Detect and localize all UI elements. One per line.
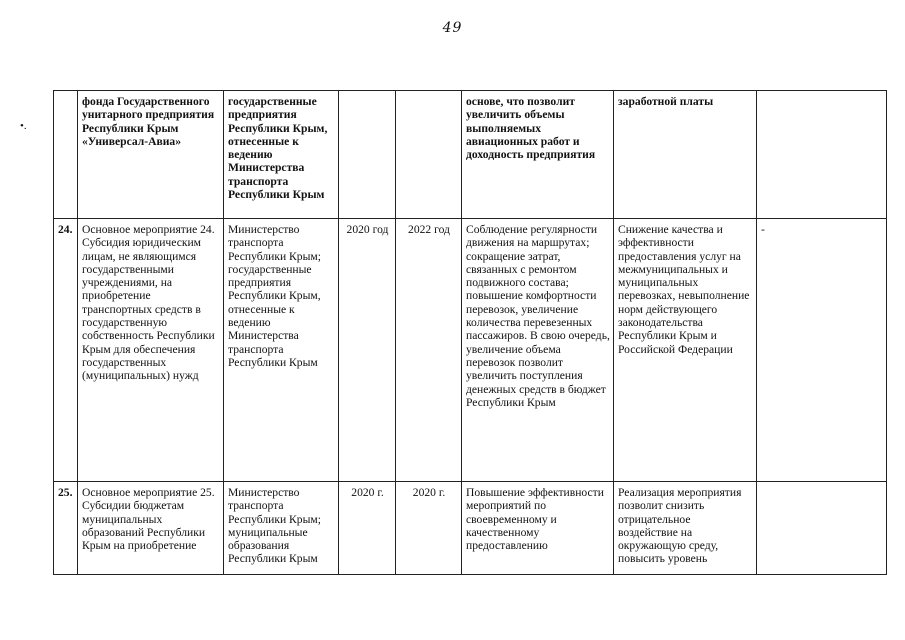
- indicator-link: -: [757, 219, 887, 482]
- measure-name: Основное мероприятие 24. Субсидия юридическим лицам, не являющимся государственными учреждениями, на приобретение транспортных средств в государственную собственность Республики Крым для обеспечения государственных (муниципальных) нужд: [78, 219, 224, 482]
- row-number: [54, 91, 78, 219]
- start-date: 2020 год: [339, 219, 396, 482]
- non-implementation-consequences: Реализация мероприятия позволит снизить отрицательное воздействие на окружающую среду, повысить уровень: [614, 482, 757, 575]
- measure-name: фонда Государственного унитарного предприятия Республики Крым «Универсал-Авиа»: [78, 91, 224, 219]
- table-row: [54, 482, 887, 575]
- table-row: [54, 219, 887, 482]
- responsible-executor: Министерство транспорта Республики Крым; муниципальные образования Республики Крым: [224, 482, 339, 575]
- expected-result: основе, что позволит увеличить объемы выполняемых авиационных работ и доходность предприятия: [462, 91, 614, 219]
- expected-result: Соблюдение регулярности движения на маршрутах; сокращение затрат, связанных с ремонтом подвижного состава; повышение комфортности перевозок, увеличение количества перевезенных пассажиров. В свою очередь, увеличение объема перевозок позволит увеличить поступления денежных средств в бюджет Республики Крым: [462, 219, 614, 482]
- responsible-executor: государственные предприятия Республики Крым, отнесенные к ведению Министерства транспорта Республики Крым: [224, 91, 339, 219]
- row-number: 25.: [54, 482, 78, 575]
- indicator-link: [757, 482, 887, 575]
- table-row: [54, 91, 887, 219]
- end-date: [396, 91, 462, 219]
- row-number: 24.: [54, 219, 78, 482]
- measures-table: [53, 90, 887, 575]
- margin-mark: •.: [20, 120, 27, 132]
- responsible-executor: Министерство транспорта Республики Крым; государственные предприятия Республики Крым, отнесенные к ведению Министерства транспорта Республики Крым: [224, 219, 339, 482]
- start-date: 2020 г.: [339, 482, 396, 575]
- expected-result: Повышение эффективности мероприятий по своевременному и качественному предоставлению: [462, 482, 614, 575]
- page-number: 49: [442, 20, 463, 36]
- non-implementation-consequences: Снижение качества и эффективности предоставления услуг на межмуниципальных и муниципальных перевозках, невыполнение норм действующего законодательства Республики Крым и Российской Федерации: [614, 219, 757, 482]
- non-implementation-consequences: заработной платы: [614, 91, 757, 219]
- end-date: 2022 год: [396, 219, 462, 482]
- indicator-link: [757, 91, 887, 219]
- measure-name: Основное мероприятие 25. Субсидии бюджетам муниципальных образований Республики Крым на приобретение: [78, 482, 224, 575]
- start-date: [339, 91, 396, 219]
- end-date: 2020 г.: [396, 482, 462, 575]
